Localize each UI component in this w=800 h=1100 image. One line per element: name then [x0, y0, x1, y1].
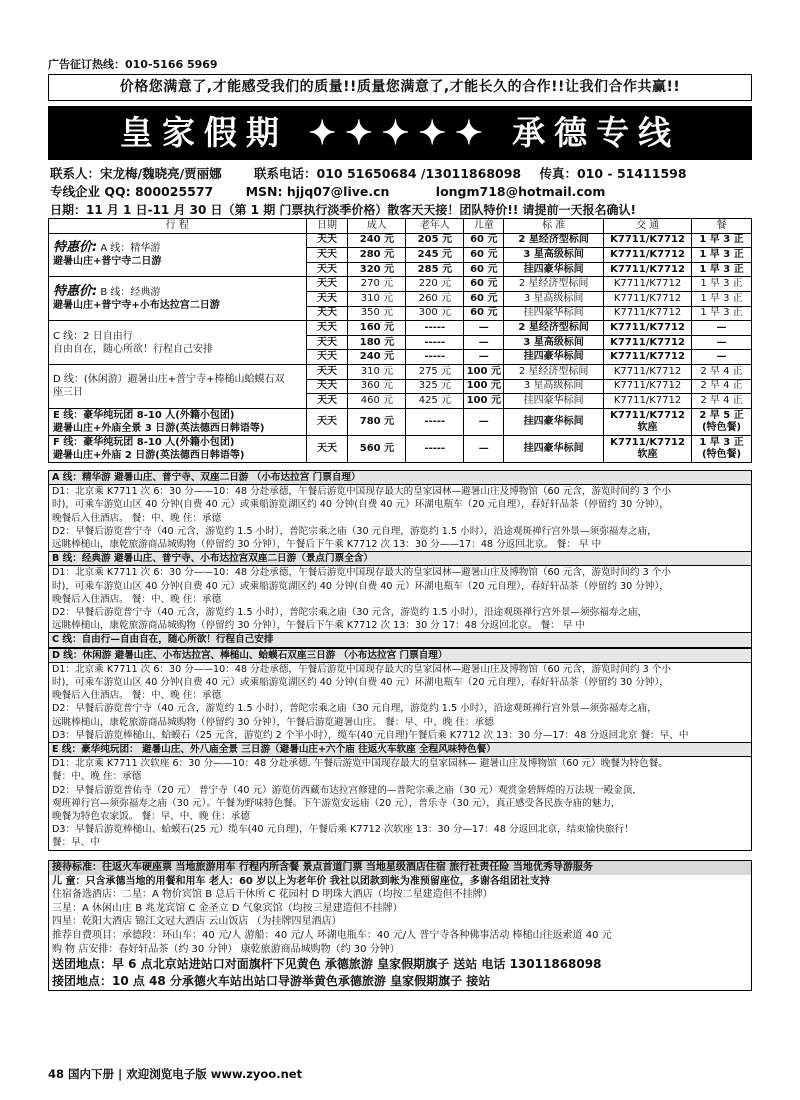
price-cell: 1 早 3 正: [692, 262, 752, 277]
contact-people: 联系人：宋龙梅/魏晓亮/贾丽娜: [50, 166, 222, 181]
price-cell: 60 元: [464, 277, 504, 292]
price-cell: 3 星高级标间: [504, 248, 604, 263]
price-cell: —: [464, 321, 504, 336]
itinerary-line: 远眺棒槌山，康乾旅游商品城购物（停留约 30 分钟），午餐后游览避暑山庄。 餐：早、中、晚 住：承德: [52, 716, 494, 728]
itinerary-heading: B 线：经典游 避暑山庄、普宁寺、小布达拉宫双座二日游（景点门票全含）: [49, 551, 751, 566]
price-cell: -----: [406, 350, 464, 365]
price-cell: 60 元: [464, 248, 504, 263]
price-cell: 260 元: [406, 291, 464, 306]
itinerary: [48, 470, 752, 851]
shopping-stops: 购 物 店安排：春好轩品茶（约 30 分钟） 康乾旅游商品城购物（约 30 分钟）: [52, 943, 400, 955]
itinerary-line: 晚餐为特色农家饭。 餐：早、中、晚 住：承德: [52, 811, 250, 823]
route-cell: [49, 321, 307, 365]
price-row: [49, 435, 752, 462]
price-cell: 425 元: [406, 394, 464, 409]
itinerary-line: 晚餐后入住酒店。 餐：中、晚 住：承德: [52, 593, 222, 605]
price-cell: -----: [406, 335, 464, 350]
itinerary-line: D3：早餐后游览棒槌山、蛤蟆石(25 元）缆车(40 元自理)，午餐后乘 K7712 次软座 13：30 分—17：48 分返回北京，结束愉快旅行！: [52, 824, 634, 836]
price-cell: 天天: [306, 350, 348, 365]
price-cell: K7711/K7712: [604, 394, 692, 409]
hotel-options-2star: 住宿备选酒店：二星：A 物价宾馆 B 总后干休所 C 花园村 D 明珠大酒店（均按二星建造但不挂牌）: [52, 889, 493, 901]
itinerary-line: D2：早餐后游览普宁寺（40 元含，游览约 1.5 小时），普陀宗乘之庙（30 元自理，游览约 1.5 小时），沿途观斑禅行宫外景—须弥福寿之庙，: [52, 525, 657, 537]
itinerary-line: 远眺棒槌山，康乾旅游商品城购物（停留约 30 分钟），午餐后下午乘 K7712 次 13：30 分 17：48 分返回北京。 餐： 早 中: [52, 620, 586, 632]
price-row: [49, 321, 752, 336]
contact-qq: 专线企业 QQ: 800025577: [50, 184, 214, 199]
price-cell: 1 早 3 正: [692, 306, 752, 321]
itinerary-heading: A 线：精华游 避暑山庄、普宁寺、双座二日游 （小布达拉宫 门票自理）: [49, 470, 751, 485]
price-cell: 2 早 5 正 (特色餐): [692, 408, 752, 435]
price-cell: —: [692, 321, 752, 336]
price-cell: 100 元: [464, 394, 504, 409]
itinerary-heading: E 线：豪华纯玩团： 避暑山庄、外八庙全景 三日游（避暑山庄+六个庙 往返火车软座 全程风味特色餐）: [49, 742, 751, 757]
col-senior: 老年人: [406, 219, 464, 234]
optional-items: 推荐自费项目：承德段：环山车：40 元/人 游船：40 元/人 环湖电瓶车：40 元/人 普宁寺各种佛事活动 棒槌山往返索道 40 元: [52, 929, 612, 941]
price-cell: 天天: [306, 306, 348, 321]
itinerary-line: 远眺棒槌山，康乾旅游商品城购物（停留约 30 分钟），午餐后下午乘 K7712 次 13：30 分——17：48 分返回北京。 餐： 早 中: [52, 539, 602, 551]
price-cell: 1 早 3 正: [692, 248, 752, 263]
col-adult: 成人: [348, 219, 406, 234]
banner-title: 皇家假期 ✦✦✦✦✦ 承德专线: [48, 106, 752, 160]
hotel-options-4star: 四星：乾阳大酒店 锦江文冠大酒店 云山饭店 （为挂牌四星酒店）: [52, 916, 342, 928]
price-cell: 2 早 4 正: [692, 394, 752, 409]
price-cell: —: [464, 435, 504, 462]
itinerary-line: D2：早餐后游览普宁寺（40 元含，游览约 1.5 小时），普陀宗乘之庙（30 元含，游览约 1.5 小时），沿途观斑禅行宫外景—须弥福寿之庙，: [52, 607, 648, 619]
price-cell: 挂四豪华标间: [504, 350, 604, 365]
price-cell: 60 元: [464, 262, 504, 277]
price-cell: 天天: [306, 277, 348, 292]
price-cell: 160 元: [348, 321, 406, 336]
send-off-location: 送团地点：早 6 点北京站进站口对面旗杆下见黄色 承德旅游 皇家假期旗子 送站 电话 13011868098: [52, 957, 602, 972]
price-cell: —: [464, 350, 504, 365]
itinerary-line: 时)，可乘车游览山区 40 分钟(自费 40 元）或乘船游览湖区约 40 分钟(自费 40 元）环湖电瓶车（20 元自理），春好轩品茶（停留约 30 分钟），: [52, 580, 669, 592]
pickup-location: 接团地点：10 点 48 分承德火车站出站口导游举黄色承德旅游 皇家假期旗子 接站: [52, 974, 491, 989]
price-cell: 天天: [306, 335, 348, 350]
route-label: D 线：(休闲游）避暑山庄+普宁寺+棒槌山蛤蟆石双: [53, 374, 285, 386]
price-cell: 205 元: [406, 233, 464, 248]
route-cell: [49, 233, 307, 277]
price-cell: 天天: [306, 291, 348, 306]
itinerary-line: 晚餐后入住酒店。 餐：中、晚 住：承德: [52, 512, 222, 524]
price-cell: 天天: [306, 394, 348, 409]
route-desc: 避暑山庄+普宁寺+小布达拉宫二日游: [53, 300, 220, 312]
price-cell: —: [692, 350, 752, 365]
price-cell: 180 元: [348, 335, 406, 350]
price-cell: 300 元: [406, 306, 464, 321]
price-cell: 280 元: [348, 248, 406, 263]
service-children: 儿 童：只含承德当地的用餐和用车 老人：60 岁以上为老年价 我社以团款到帐为准预留座位，多谢各组团社支持: [52, 875, 550, 887]
price-cell: 220 元: [406, 277, 464, 292]
price-cell: 3 星高级标间: [504, 379, 604, 394]
col-route: 行 程: [49, 219, 307, 234]
contact-fax: 传真：010 - 51411598: [539, 166, 687, 181]
route-label: A 线：精华游: [100, 243, 161, 255]
price-cell: 天天: [306, 248, 348, 263]
route-label: E 线：豪华纯玩团 8-10 人(外籍小包团): [53, 409, 235, 421]
itinerary-line: D1：北京乘 K7711 次 6：30 分——10：48 分赴承德，午餐后游览中国现存最大的皇家园林—避暑山庄及博物馆（60 元含，游览时间约 3 个小: [52, 486, 671, 498]
route-cell: [49, 408, 307, 435]
price-cell: 1 早 3 正: [692, 291, 752, 306]
route-label: F 线：豪华纯玩团 8-10 人(外籍小包团): [53, 436, 235, 448]
price-cell: K7711/K7712: [604, 277, 692, 292]
price-cell: 780 元: [348, 408, 406, 435]
service-standard: 接待标准：往返火车硬座票 当地旅游用车 行程内所含餐 景点首道门票 当地星级酒店住宿 旅行社责任险 当地优秀导游服务: [49, 861, 751, 875]
price-cell: 460 元: [348, 394, 406, 409]
price-cell: 挂四豪华标间: [504, 262, 604, 277]
itinerary-heading: C 线：自由行—自由自在，随心所欲！行程自己安排: [49, 632, 751, 647]
price-cell: 天天: [306, 233, 348, 248]
slogan-box: 价格您满意了,才能感受我们的质量!!质量您满意了,才能长久的合作!!让我们合作共赢!!: [48, 74, 752, 101]
price-cell: -----: [406, 321, 464, 336]
price-cell: K7711/K7712: [604, 306, 692, 321]
price-cell: 天天: [306, 364, 348, 379]
price-cell: —: [464, 408, 504, 435]
price-cell: 560 元: [348, 435, 406, 462]
col-standard: 标 准: [504, 219, 604, 234]
price-cell: 1 早 3 正: [692, 277, 752, 292]
itinerary-line: D1：北京乘 K7711 次软座 6：30 分——10：48 分赴承德. 午餐后游览中国现存最大的皇家园林— 避暑山庄及博物馆（60 元）晚餐为特色餐。: [52, 758, 668, 770]
special-price-tag: 特惠价:: [53, 284, 98, 300]
price-cell: K7711/K7712: [604, 379, 692, 394]
contact-msn: MSN: hjjq07@live.cn: [245, 184, 390, 199]
price-cell: 挂四豪华标间: [504, 306, 604, 321]
route-cell: [49, 277, 307, 321]
price-cell: 60 元: [464, 291, 504, 306]
route-desc: 自由自在，随心所欲！行程自己安排: [53, 343, 213, 355]
route-desc: 避暑山庄+外庙全景 3 日游(英法德西日韩语等): [53, 422, 265, 434]
price-cell: 2 星经济型标间: [504, 233, 604, 248]
route-desc: 座三日: [53, 387, 83, 399]
route-label: B 线：经典游: [100, 287, 161, 299]
contact-row-2: [50, 182, 605, 200]
price-cell: 100 元: [464, 364, 504, 379]
price-cell: 天天: [306, 262, 348, 277]
price-cell: 350 元: [348, 306, 406, 321]
price-cell: 245 元: [406, 248, 464, 263]
page-footer: 48 国内下册 | 欢迎浏览电子版 www.zyoo.net: [48, 1067, 303, 1081]
price-cell: 3 星高级标间: [504, 335, 604, 350]
price-cell: 310 元: [348, 364, 406, 379]
price-cell: 挂四豪华标间: [504, 435, 604, 462]
ad-hotline: 广告征订热线：010-5166 5969: [48, 58, 218, 71]
price-cell: K7711/K7712: [604, 248, 692, 263]
price-cell: 320 元: [348, 262, 406, 277]
price-cell: 285 元: [406, 262, 464, 277]
price-cell: 挂四豪华标间: [504, 394, 604, 409]
itinerary-line: D2：早餐后游览普佑寺（20 元） 普宁寺（40 元）游览仿西藏布达拉宫修建的—普陀宗乘之庙（30 元）观赏金碧辉煌的万法规一殿金顶，: [52, 784, 642, 796]
price-cell: 挂四豪华标间: [504, 408, 604, 435]
price-cell: 2 星经济型标间: [504, 321, 604, 336]
price-cell: K7711/K7712: [604, 321, 692, 336]
route-label: C 线：2 日自由行: [53, 330, 133, 342]
price-cell: 2 早 4 正: [692, 364, 752, 379]
route-desc: 避暑山庄+普宁寺二日游: [53, 256, 162, 268]
service-info: [48, 860, 752, 991]
price-row: [49, 408, 752, 435]
contact-email: longm718@hotmail.com: [435, 184, 606, 199]
itinerary-line: 餐：早、中: [52, 837, 100, 849]
price-cell: K7711/K7712 软座: [604, 408, 692, 435]
price-cell: K7711/K7712: [604, 350, 692, 365]
price-table: [48, 218, 752, 463]
itinerary-line: 餐：中、晚 住：承德: [52, 771, 142, 783]
price-cell: K7711/K7712: [604, 262, 692, 277]
itinerary-line: 观班禅行宫—须弥福寿之庙（30 元）。午餐为野味特色餐。下午游览安远庙（20 元），普乐寺（30 元），真正感受各民族寺庙的魅力，: [52, 797, 621, 809]
itinerary-heading: D 线：休闲游 避暑山庄、小布达拉宫、棒槌山、蛤蟆石双座三日游 （小布达拉宫 门票自理）: [49, 648, 751, 663]
itinerary-line: D3：早餐后游览棒槌山、蛤蟆石（25 元含，游览约 2 个半小时），缆车(40 元自理)午餐后乘 K7712 次 13：30 分—17：48 分返回北京 餐：早、中: [52, 729, 689, 741]
price-cell: 270 元: [348, 277, 406, 292]
col-meal: 餐: [692, 219, 752, 234]
price-cell: 325 元: [406, 379, 464, 394]
special-price-tag: 特惠价:: [53, 240, 98, 256]
price-cell: 310 元: [348, 291, 406, 306]
itinerary-line: 时)，可乘车游览山区 40 分钟(自费 40 元）或乘船游览湖区约 40 分钟(自费 40 元）环湖电瓶车（20 元自理），春好轩品茶（停留约 30 分钟），: [52, 499, 669, 511]
price-cell: 1 早 3 正: [692, 233, 752, 248]
price-cell: K7711/K7712: [604, 291, 692, 306]
price-cell: 60 元: [464, 233, 504, 248]
contact-phone: 联系电话：010 51650684 /13011868098: [254, 166, 522, 181]
price-cell: —: [464, 335, 504, 350]
price-cell: -----: [406, 435, 464, 462]
route-cell: [49, 364, 307, 408]
price-cell: -----: [406, 408, 464, 435]
col-child: 儿童: [464, 219, 504, 234]
price-row: [49, 364, 752, 379]
price-cell: 1 早 3 正 (特色餐): [692, 435, 752, 462]
price-cell: 2 早 4 正: [692, 379, 752, 394]
price-cell: 天天: [306, 435, 348, 462]
price-cell: 240 元: [348, 350, 406, 365]
price-cell: —: [692, 335, 752, 350]
contact-row-1: [50, 164, 687, 182]
hotel-options-3star: 三星：A 休闲山庄 B 兆龙宾馆 C 金圣立 D 气象宾馆（均按三星建造但不挂牌）: [52, 902, 403, 914]
itinerary-line: D2：早餐后游览普宁寺（40 元含，游览约 1.5 小时），普陀宗乘之庙（30 元自理，游览约 1.5 小时），沿途观斑禅行宫外景—须弥福寿之庙，: [52, 703, 657, 715]
itinerary-line: 晚餐后入住酒店。 餐：中、晚 住：承德: [52, 690, 222, 702]
price-cell: 天天: [306, 321, 348, 336]
price-cell: K7711/K7712: [604, 233, 692, 248]
price-cell: K7711/K7712: [604, 335, 692, 350]
itinerary-line: 时)，可乘车游览山区 40 分钟(自费 40 元）或乘船游览湖区约 40 分钟(自费 40 元）环湖电瓶车（20 元自理），春好轩品茶（停留约 30 分钟），: [52, 677, 669, 689]
col-transport: 交 通: [604, 219, 692, 234]
col-date: 日期: [306, 219, 348, 234]
price-cell: 60 元: [464, 306, 504, 321]
price-cell: 100 元: [464, 379, 504, 394]
price-table-header: [49, 219, 752, 234]
price-cell: 240 元: [348, 233, 406, 248]
route-cell: [49, 435, 307, 462]
price-cell: 3 星高级标间: [504, 291, 604, 306]
price-cell: 275 元: [406, 364, 464, 379]
price-cell: K7711/K7712 软座: [604, 435, 692, 462]
price-cell: K7711/K7712: [604, 364, 692, 379]
price-cell: 360 元: [348, 379, 406, 394]
price-cell: 天天: [306, 408, 348, 435]
price-cell: 2 星经济型标间: [504, 277, 604, 292]
price-cell: 天天: [306, 379, 348, 394]
itinerary-line: D1：北京乘 K7711 次 6：30 分——10：48 分赴承德，午餐后游览中国现存最大的皇家园林—避暑山庄及博物馆（60 元含，游览时间约 3 个小: [52, 567, 671, 579]
route-desc: 避暑山庄+外庙 2 日游(英法德西日韩语等): [53, 449, 245, 461]
itinerary-line: D1：北京乘 K7711 次 6：30 分——10：48 分赴承德，午餐后游览中国现存最大的皇家园林—避暑山庄及博物馆（60 元含，游览时间约 3 个小: [52, 663, 671, 675]
price-row: [49, 277, 752, 292]
price-cell: 2 星经济型标间: [504, 364, 604, 379]
itinerary-divider: [49, 850, 751, 851]
price-row: [49, 233, 752, 248]
date-notice: 日期：11 月 1 日-11 月 30 日（第 1 期 门票执行淡季价格）散客天天接！团队特价!! 请提前一天报名确认!: [50, 203, 636, 217]
